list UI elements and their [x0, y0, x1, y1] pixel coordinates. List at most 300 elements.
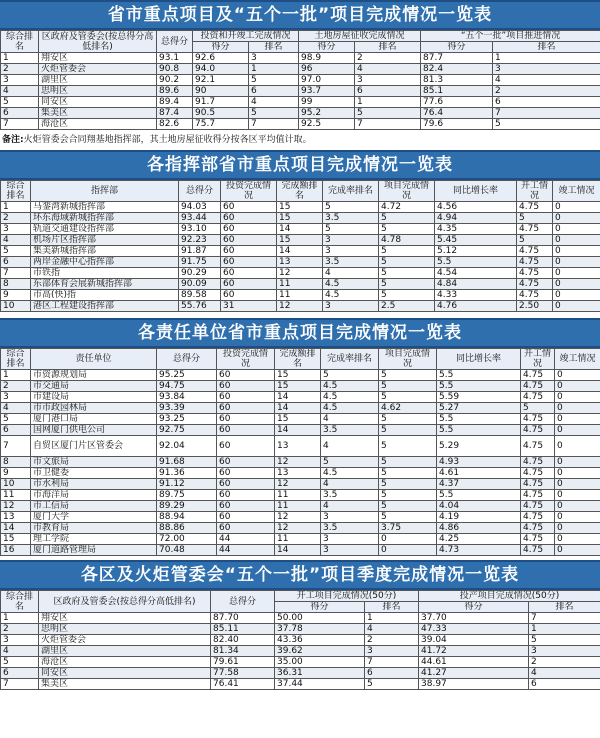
table-cell: 6: [1, 108, 39, 119]
table-row: [1, 414, 600, 425]
table-cell: 4: [365, 624, 419, 635]
table-cell: 99: [299, 97, 355, 108]
column-header: 投资完成情况: [217, 349, 275, 370]
table-row: [1, 501, 600, 512]
table-row: [1, 64, 600, 75]
table-cell: 6: [529, 679, 600, 690]
table-cell: 87.4: [157, 108, 193, 119]
s1-header-five: “五个一批”项目推进情况: [421, 31, 600, 42]
table-cell: 60: [217, 436, 275, 457]
table-cell: 93.10: [179, 224, 221, 235]
table-cell: 4.56: [435, 202, 517, 213]
table-cell: 5.59: [437, 392, 521, 403]
s1-header-invest: 投资和开竣工完成情况: [193, 31, 299, 42]
table-cell: 4.61: [437, 468, 521, 479]
table-row: [1, 624, 600, 635]
table-row: [1, 290, 600, 301]
table-cell: 60: [217, 381, 275, 392]
table-cell: 60: [217, 414, 275, 425]
table-cell: 60: [221, 202, 277, 213]
table-cell: 4.75: [521, 414, 555, 425]
table-cell: 市建设局: [31, 392, 157, 403]
table-cell: 12: [1, 501, 31, 512]
table-row: [1, 534, 600, 545]
table-row: [1, 268, 600, 279]
table-row: [1, 403, 600, 414]
column-header: 同比增长率: [435, 181, 517, 202]
table-cell: 88.86: [157, 523, 217, 534]
table-cell: 6: [493, 97, 600, 108]
table-cell: 5: [249, 75, 299, 86]
table-cell: 11: [277, 290, 323, 301]
section1-body: [1, 53, 600, 130]
table-cell: 3: [1, 224, 31, 235]
table-cell: 3: [355, 75, 421, 86]
table-cell: 4.33: [435, 290, 517, 301]
table-row: [1, 381, 600, 392]
table-cell: 9: [1, 290, 31, 301]
column-header: 同比增长率: [437, 349, 521, 370]
table-cell: 5.5: [437, 414, 521, 425]
table-cell: 4: [1, 235, 31, 246]
table-cell: 60: [217, 512, 275, 523]
table-cell: 87.7: [421, 53, 493, 64]
table-cell: 4: [1, 86, 39, 97]
table-cell: 79.6: [421, 119, 493, 130]
table-cell: 93.44: [179, 213, 221, 224]
table-cell: 5: [379, 370, 437, 381]
table-cell: 5.5: [437, 490, 521, 501]
table-cell: 75.7: [193, 119, 249, 130]
table-row: [1, 635, 600, 646]
table-cell: 91.87: [179, 246, 221, 257]
table-cell: 47.33: [419, 624, 529, 635]
table-cell: 5: [379, 425, 437, 436]
table-cell: 5: [1, 414, 31, 425]
table-cell: 5.12: [435, 246, 517, 257]
s4-header-rank: 综合排名: [1, 591, 39, 613]
table-cell: 7: [493, 108, 600, 119]
column-header: 综合排名: [1, 181, 31, 202]
table-cell: 60: [217, 370, 275, 381]
table-cell: 60: [221, 224, 277, 235]
table-row: [1, 646, 600, 657]
table-cell: 2: [1, 213, 31, 224]
column-header: 总得分: [179, 181, 221, 202]
table-cell: 3: [493, 64, 600, 75]
table-cell: 14: [275, 425, 321, 436]
table-cell: 厦门港口局: [31, 414, 157, 425]
table-cell: 4.75: [521, 490, 555, 501]
table-cell: 6: [1, 257, 31, 268]
table-cell: 13: [275, 468, 321, 479]
table-cell: 0: [553, 290, 600, 301]
table-cell: 5.5: [437, 381, 521, 392]
table-cell: 5: [323, 202, 379, 213]
table-cell: 4.75: [517, 290, 553, 301]
table-cell: 43.36: [275, 635, 365, 646]
table-cell: 15: [275, 370, 321, 381]
table-cell: 81.34: [211, 646, 275, 657]
table-cell: 44: [217, 534, 275, 545]
table-cell: 92.5: [299, 119, 355, 130]
table-cell: 15: [277, 235, 323, 246]
table-cell: 5: [379, 279, 435, 290]
table-cell: 87.70: [211, 613, 275, 624]
table-cell: 0: [555, 457, 600, 468]
column-header: 竣工情况: [555, 349, 600, 370]
table-cell: 7: [529, 613, 600, 624]
table-cell: 5: [379, 290, 435, 301]
table-cell: 77.6: [421, 97, 493, 108]
table-cell: 11: [277, 279, 323, 290]
table-cell: 39.04: [419, 635, 529, 646]
table-row: [1, 490, 600, 501]
table-cell: 0: [555, 414, 600, 425]
table-cell: 13: [275, 436, 321, 457]
table-cell: 11: [275, 534, 321, 545]
section4-title: 各区及火炬管委会“五个一批”项目季度完成情况一览表: [0, 560, 600, 590]
table-cell: 4.75: [521, 457, 555, 468]
table-cell: 41.72: [419, 646, 529, 657]
s4-header-district: 区政府及管委会(按总得分高低排名): [39, 591, 211, 613]
table-cell: 5: [379, 414, 437, 425]
table-cell: 89.4: [157, 97, 193, 108]
table-cell: 市市政园林局: [31, 403, 157, 414]
table-cell: 13: [1, 512, 31, 523]
table-cell: 1: [365, 613, 419, 624]
section3-body: [1, 370, 600, 556]
table-cell: 思明区: [39, 86, 157, 97]
table-cell: 市资源规划局: [31, 370, 157, 381]
table-cell: 0: [555, 534, 600, 545]
table-cell: 60: [221, 213, 277, 224]
table-cell: 5: [379, 213, 435, 224]
table-cell: 4.75: [517, 246, 553, 257]
table-cell: 2.5: [379, 301, 435, 312]
table-cell: 90.29: [179, 268, 221, 279]
table-cell: 96: [299, 64, 355, 75]
table-cell: 11: [275, 490, 321, 501]
table-cell: 5: [517, 235, 553, 246]
s1-header-rank: 综合排名: [1, 31, 39, 53]
table-cell: 5: [355, 108, 421, 119]
table-cell: 4.5: [321, 403, 379, 414]
table-cell: 10: [1, 479, 31, 490]
table-cell: 市铁指: [31, 268, 179, 279]
section1-note: [0, 130, 600, 150]
table-cell: 轨道交通建设指挥部: [31, 224, 179, 235]
table-cell: 12: [277, 301, 323, 312]
table-cell: 4.75: [517, 202, 553, 213]
table-cell: 82.6: [157, 119, 193, 130]
section3-title: 各责任单位省市重点项目完成情况一览表: [0, 318, 600, 348]
table-cell: 3: [323, 301, 379, 312]
table-row: [1, 53, 600, 64]
table-cell: 37.44: [275, 679, 365, 690]
table-cell: 6: [1, 425, 31, 436]
table-cell: 2.50: [517, 301, 553, 312]
table-cell: 集美区: [39, 108, 157, 119]
table-cell: 81.3: [421, 75, 493, 86]
table-cell: 3: [321, 545, 379, 556]
table-cell: 4.5: [323, 279, 379, 290]
table-cell: 14: [275, 403, 321, 414]
table-cell: 72.00: [157, 534, 217, 545]
section2-table: [0, 180, 600, 312]
table-cell: 9: [1, 468, 31, 479]
table-cell: 思明区: [39, 624, 211, 635]
table-row: [1, 301, 600, 312]
table-cell: 50.00: [275, 613, 365, 624]
table-row: [1, 512, 600, 523]
table-cell: 0: [553, 301, 600, 312]
s1-header-total: 总得分: [157, 31, 193, 53]
table-row: [1, 86, 600, 97]
table-cell: 5.27: [437, 403, 521, 414]
table-row: [1, 75, 600, 86]
table-cell: 4.75: [517, 279, 553, 290]
table-row: [1, 392, 600, 403]
table-cell: 90: [193, 86, 249, 97]
table-cell: 11: [275, 501, 321, 512]
table-row: [1, 613, 600, 624]
table-cell: 92.1: [193, 75, 249, 86]
table-cell: 44: [217, 545, 275, 556]
table-cell: 5: [379, 479, 437, 490]
table-cell: 44.61: [419, 657, 529, 668]
table-cell: 6: [249, 86, 299, 97]
column-header: 完成额排名: [277, 181, 323, 202]
note-label: 备注:: [2, 135, 24, 145]
table-cell: 16: [1, 545, 31, 556]
table-row: [1, 668, 600, 679]
table-cell: 93.1: [157, 53, 193, 64]
table-cell: 89.75: [157, 490, 217, 501]
table-cell: 93.7: [299, 86, 355, 97]
table-cell: 湖里区: [39, 75, 157, 86]
table-row: [1, 119, 600, 130]
table-cell: 60: [221, 257, 277, 268]
table-cell: 5: [321, 370, 379, 381]
table-cell: 82.40: [211, 635, 275, 646]
table-row: [1, 468, 600, 479]
table-cell: 4.75: [521, 479, 555, 490]
table-cell: 15: [277, 202, 323, 213]
table-cell: 3: [1, 635, 39, 646]
table-cell: 0: [555, 370, 600, 381]
s4-header-score: 得分: [419, 602, 529, 613]
s1-header-land: 土地房屋征收完成情况: [299, 31, 421, 42]
table-cell: 60: [217, 501, 275, 512]
s4-header-total: 总得分: [211, 591, 275, 613]
table-cell: 88.94: [157, 512, 217, 523]
table-cell: 2: [1, 381, 31, 392]
table-cell: 93.25: [157, 414, 217, 425]
table-cell: 0: [379, 545, 437, 556]
table-cell: 91.75: [179, 257, 221, 268]
s1-header-score: 得分: [421, 42, 493, 53]
table-cell: 7: [1, 268, 31, 279]
table-cell: 市文旅局: [31, 457, 157, 468]
table-row: [1, 97, 600, 108]
table-cell: 5: [379, 468, 437, 479]
table-cell: 1: [1, 53, 39, 64]
table-cell: 0: [555, 468, 600, 479]
table-cell: 3.5: [321, 523, 379, 534]
table-cell: 90.2: [157, 75, 193, 86]
table-cell: 92.75: [157, 425, 217, 436]
table-cell: 60: [221, 235, 277, 246]
table-cell: 4.75: [521, 468, 555, 479]
table-cell: 95.25: [157, 370, 217, 381]
table-cell: 94.03: [179, 202, 221, 213]
table-cell: 4: [321, 501, 379, 512]
table-cell: 10: [1, 301, 31, 312]
table-cell: 7: [249, 119, 299, 130]
column-header: 投资完成情况: [221, 181, 277, 202]
column-header: 竣工情况: [553, 181, 600, 202]
table-cell: 92.04: [157, 436, 217, 457]
table-cell: 4: [355, 64, 421, 75]
table-cell: 4.75: [517, 268, 553, 279]
table-cell: 4.5: [321, 468, 379, 479]
section1-title: 省市重点项目及“五个一批”项目完成情况一览表: [0, 0, 600, 30]
table-row: [1, 545, 600, 556]
table-cell: 1: [355, 97, 421, 108]
table-cell: 94.0: [193, 64, 249, 75]
table-cell: 4.75: [521, 370, 555, 381]
s1-header-place: 排名: [355, 42, 421, 53]
table-cell: 3: [365, 646, 419, 657]
table-cell: 4: [1, 403, 31, 414]
table-cell: 1: [1, 613, 39, 624]
table-row: [1, 257, 600, 268]
table-cell: 0: [555, 545, 600, 556]
table-cell: 0: [553, 213, 600, 224]
table-cell: 0: [553, 268, 600, 279]
table-cell: 3: [323, 246, 379, 257]
table-cell: 集美区: [39, 679, 211, 690]
s4-header-place: 排名: [529, 602, 600, 613]
table-cell: 2: [529, 657, 600, 668]
table-cell: 5: [1, 97, 39, 108]
table-cell: 2: [355, 53, 421, 64]
table-cell: 市工信局: [31, 501, 157, 512]
table-cell: 湖里区: [39, 646, 211, 657]
column-header: 开工情况: [521, 349, 555, 370]
table-cell: 5.5: [437, 425, 521, 436]
table-cell: 火炬管委会: [39, 635, 211, 646]
table-cell: 7: [1, 436, 31, 457]
table-cell: 4.04: [437, 501, 521, 512]
table-cell: 95.2: [299, 108, 355, 119]
table-cell: 8: [1, 457, 31, 468]
section3-table: [0, 348, 600, 556]
table-cell: 2: [1, 64, 39, 75]
table-cell: 0: [555, 381, 600, 392]
table-cell: 5: [379, 512, 437, 523]
table-cell: 3: [323, 235, 379, 246]
table-row: [1, 479, 600, 490]
table-cell: 39.62: [275, 646, 365, 657]
table-cell: 38.97: [419, 679, 529, 690]
table-cell: 0: [553, 279, 600, 290]
table-cell: 东部体育会展新城指挥部: [31, 279, 179, 290]
table-cell: 机场片区指挥部: [31, 235, 179, 246]
table-cell: 85.1: [421, 86, 493, 97]
table-cell: 0: [553, 246, 600, 257]
table-cell: 4.75: [517, 224, 553, 235]
table-cell: 4.75: [521, 392, 555, 403]
table-cell: 5: [321, 457, 379, 468]
table-cell: 12: [277, 268, 323, 279]
table-cell: 12: [275, 479, 321, 490]
table-cell: 3: [1, 392, 31, 403]
table-cell: 89.6: [157, 86, 193, 97]
section1-table: [0, 30, 600, 130]
table-cell: 12: [275, 523, 321, 534]
table-cell: 36.31: [275, 668, 365, 679]
table-cell: 5: [521, 403, 555, 414]
table-cell: 市教育局: [31, 523, 157, 534]
table-cell: 4: [321, 436, 379, 457]
table-cell: 31: [221, 301, 277, 312]
table-cell: 4.19: [437, 512, 521, 523]
table-cell: 4.73: [437, 545, 521, 556]
table-cell: 0: [553, 224, 600, 235]
table-cell: 2: [493, 86, 600, 97]
column-header: 综合排名: [1, 349, 31, 370]
table-cell: 两岸金融中心指挥部: [31, 257, 179, 268]
table-cell: 4.5: [321, 381, 379, 392]
table-cell: 4.35: [435, 224, 517, 235]
table-cell: 4.93: [437, 457, 521, 468]
table-cell: 4.75: [521, 501, 555, 512]
table-cell: 76.41: [211, 679, 275, 690]
table-cell: 4.94: [435, 213, 517, 224]
table-cell: 5.5: [435, 257, 517, 268]
table-cell: 60: [217, 490, 275, 501]
table-cell: 4: [249, 97, 299, 108]
table-cell: 4.25: [437, 534, 521, 545]
table-cell: 5: [379, 457, 437, 468]
table-cell: 4.75: [521, 534, 555, 545]
table-cell: 3.5: [323, 257, 379, 268]
table-cell: 1: [1, 202, 31, 213]
table-cell: 4: [321, 479, 379, 490]
table-row: [1, 108, 600, 119]
table-cell: 91.36: [157, 468, 217, 479]
column-header: 指挥部: [31, 181, 179, 202]
table-row: [1, 657, 600, 668]
table-cell: 4: [493, 75, 600, 86]
table-cell: 79.61: [211, 657, 275, 668]
table-cell: 8: [1, 279, 31, 290]
table-cell: 4: [323, 268, 379, 279]
column-header: 开工情况: [517, 181, 553, 202]
table-cell: 5.5: [437, 370, 521, 381]
table-cell: 5: [379, 490, 437, 501]
table-cell: 马銮湾新城指挥部: [31, 202, 179, 213]
table-cell: 厦门道路管理局: [31, 545, 157, 556]
table-cell: 97.0: [299, 75, 355, 86]
table-cell: 市交通局: [31, 381, 157, 392]
table-cell: 0: [555, 436, 600, 457]
table-cell: 60: [217, 479, 275, 490]
table-cell: 5.29: [437, 436, 521, 457]
s1-header-place: 排名: [249, 42, 299, 53]
